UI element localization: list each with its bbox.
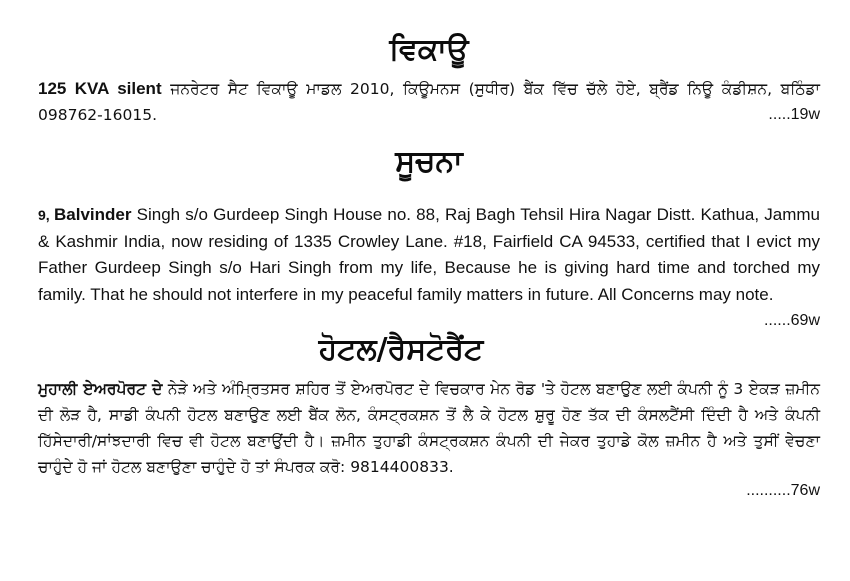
ad-code: ..........76w: [746, 482, 820, 499]
heading-notice: ਸੂਚਨਾ: [395, 144, 463, 179]
classifieds-page: [38, 30, 820, 502]
heading-hotel-restaurant: ਹੋਟਲ/ਰੈਸਟੋਰੈਂਟ: [318, 332, 484, 367]
ad-number: 9,: [38, 207, 55, 223]
ad-lead: Balvinder: [54, 205, 132, 224]
ad-body: ਜਨਰੇਟਰ ਸੈਟ ਵਿਕਾਊ ਮਾਡਲ 2010, ਕਿਊਮਨਸ (ਸੁਧੀਰ) ਬੈਂਕ ਵਿੱਚ ਚੱਲੇ ਹੋਏ, ਬ੍ਰੈਂਡ ਨਿਊ ਕੰਡੀਸ਼ਨ, ਬਠਿੰਡਾ 098762-16015.: [38, 80, 820, 124]
ad-lead: ਮੁਹਾਲੀ ਏਅਰਪੋਰਟ ਦੇ: [38, 380, 163, 398]
ad-lead: 125 KVA silent: [38, 79, 162, 98]
ad-code: ......69w: [763, 312, 820, 329]
ad-notice-eviction: [38, 202, 820, 329]
ad-generator-for-sale: [38, 76, 820, 128]
ad-body: ਨੇੜੇ ਅਤੇ ਅੰਮ੍ਰਿਤਸਰ ਸ਼ਹਿਰ ਤੋਂ ਏਅਰਪੋਰਟ ਦੇ ਵਿਚਕਾਰ ਮੇਨ ਰੋਡ 'ਤੇ ਹੋਟਲ ਬਣਾਉਣ ਲਈ ਕੰਪਨੀ ਨੂੰ 3 ਏਕੜ ਜ਼ਮੀਨ ਦੀ ਲੋੜ ਹੈ, ਸਾਡੀ ਕੰਪਨੀ ਹੋਟਲ ਬਣਾਉਣ ਲਈ ਬੈਂਕ ਲੋਨ, ਕੰਸਟ੍ਰਕਸ਼ਨ ਤੋਂ ਲੈ ਕੇ ਹੋਟਲ ਸ਼ੁਰੂ ਹੋਣ ਤੱਕ ਦੀ ਕੰਸਲਟੈਂਸੀ ਦਿੰਦੀ ਹੈ ਅਤੇ ਕੰਪਨੀ ਹਿੱਸੇਦਾਰੀ/ਸਾਂਝਦਾਰੀ ਵਿਚ ਵੀ ਹੋਟਲ ਬਣਾਉਂਦੀ ਹੈ। ਜ਼ਮੀਨ ਤੁਹਾਡੀ ਕੰਸਟ੍ਰਕਸ਼ਨ ਕੰਪਨੀ ਦੀ ਜੇਕਰ ਤੁਹਾਡੇ ਕੋਲ ਜ਼ਮੀਨ ਹੈ ਅਤੇ ਤੁਸੀਂ ਵੇਚਣਾ ਚਾਹੁੰਦੇ ਹੋ ਜਾਂ ਹੋਟਲ ਬਣਾਉਣਾ ਚਾਹੁੰਦੇ ਹੋ ਤਾਂ ਸੰਪਰਕ ਕਰੋ: 9814400833.: [38, 380, 820, 476]
ad-body: Singh s/o Gurdeep Singh House no. 88, Raj Bagh Tehsil Hira Nagar Distt. Kathua, Jammu & Kashmir India, now residing of 1335 Crowley Lane. #18, Fairfield CA 94533, certified that I evict my Father Gurdeep Singh s/o Hari Singh from my life, Because he is giving hard time and torched my family. That he should not interfere in my peaceful family matters in future. All Concerns may note.: [38, 205, 820, 304]
ad-code: .....19w: [768, 106, 820, 123]
heading-for-sale: ਵਿਕਾਊ: [389, 32, 469, 67]
ad-hotel-land-wanted: [38, 376, 820, 480]
